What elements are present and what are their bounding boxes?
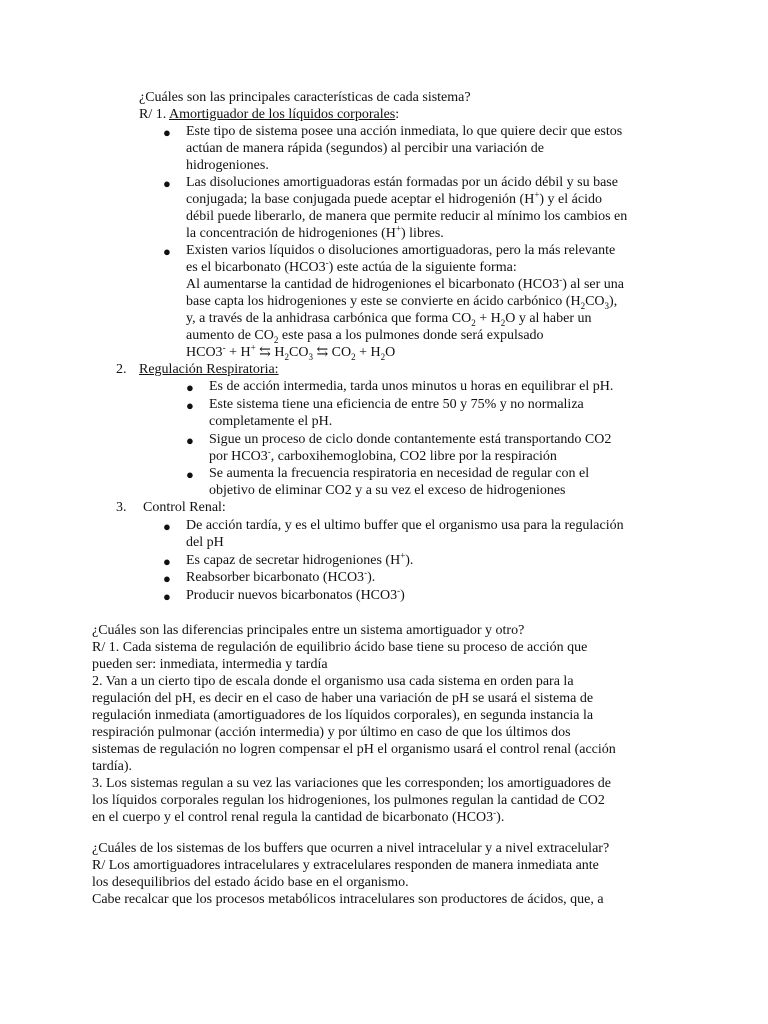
list-number: 2.: [116, 362, 127, 377]
bullet-icon: ●: [163, 125, 171, 140]
list-item: De acción tardía, y es el ultimo buffer que el organismo usa para la regulación del pH: [186, 518, 624, 550]
system-3-title: Control Renal:: [143, 500, 226, 515]
answer-2: R/ 1. Cada sistema de regulación de equilibrio ácido base tiene su proceso de acción que pueden ser: inmediata, intermedia y tardía 2. Van a un cierto tipo de escala donde el organismo usa cada sistema en orden para la regulación del pH, es decir en el caso de haber una variación de pH se usará el sistema de regulación inmediata (amortiguadores de los líquidos corporales), en segunda instancia la respiración pulmonar (acción intermedia) y por último en caso de que los últimos dos sistemas de regulación no logren compensar el pH el organismo usará el control renal (acción tardía). 3. Los sistemas regulan a su vez las variaciones que les corresponden; los amortiguadores de los líquidos corporales regulan los hidrogeniones, los pulmones regulan la cantidad de CO2 en el cuerpo y el control renal regula la cantidad de bicarbonato (HCO3-).: [92, 640, 616, 825]
bullet-icon: ●: [163, 244, 171, 259]
list-item: Existen varios líquidos o disoluciones amortiguadoras, pero la más relevante es el bicarbonato (HCO3-) este actúa de la siguiente forma: Al aumentarse la cantidad de hidrogeniones el bicarbonato (HCO3-) al ser una base capta los hidrogeniones y este se convierte en ácido carbónico $(H_2CO_3)$, y, a través de la anhidrasa carbónica que forma $CO_2 + H_2O$ y al haber un aumento de $CO_2$ este pasa a los pulmones donde será expulsado HCO3- + H+ ⇆ $H_2CO_3$ ⇆ $CO_2 + H_2O$: [186, 243, 625, 362]
list-item: Se aumenta la frecuencia respiratoria en necesidad de regular con el objetivo de eliminar CO2 y a su vez el exceso de hidrogeniones: [209, 466, 590, 498]
answer-3: R/ Los amortiguadores intracelulares y extracelulares responden de manera inmediata ante los desequilibrios del estado ácido base en el organismo. Cabe recalcar que los procesos metabólicos intracelulares son productores de ácidos, que, a: [92, 858, 604, 907]
list-item: Las disoluciones amortiguadoras están formadas por un ácido débil y su base conjugada; la base conjugada puede aceptar el hidrogenión (H+) y el ácido débil puede liberarlo, de manera que permite reducir al mínimo los cambios en la concentración de hidrogeniones (H+) libres.: [186, 175, 628, 241]
bullet-icon: ●: [163, 589, 171, 604]
list-item: Es de acción intermedia, tarda unos minutos u horas en equilibrar el pH.: [209, 379, 614, 394]
list-item: Este tipo de sistema posee una acción inmediata, lo que quiere decir que estos actúan de manera rápida (segundos) al percibir una variación de hidrogeniones.: [186, 124, 623, 173]
bullet-icon: ●: [163, 571, 171, 586]
equation: HCO3- + H+ ⇆ $H_2CO_3$ ⇆ $CO_2 + H_2O$: [186, 342, 396, 362]
bullet-icon: ●: [186, 398, 194, 413]
system-2-title: Regulación Respiratoria:: [139, 362, 279, 377]
list-item: Reabsorber bicarbonato (HCO3-).: [186, 567, 376, 585]
list-item: Sigue un proceso de ciclo donde contantemente está transportando CO2 por HCO3-, carboxihemoglobina, CO2 libre por la respiración: [209, 432, 612, 464]
list-number: 3.: [116, 500, 127, 515]
list-item: Es capaz de secretar hidrogeniones (H+).: [186, 550, 414, 568]
bullet-icon: ●: [186, 380, 194, 395]
list-item: Este sistema tiene una eficiencia de entre 50 y 75% y no normaliza completamente el pH.: [209, 397, 584, 429]
bullet-icon: ●: [163, 519, 171, 534]
bullet-icon: ●: [186, 467, 194, 482]
bullet-icon: ●: [163, 554, 171, 569]
answer-1-item-1: R/ 1. Amortiguador de los líquidos corporales:: [139, 107, 400, 122]
question-2: ¿Cuáles son las diferencias principales entre un sistema amortiguador y otro?: [92, 623, 525, 638]
question-3: ¿Cuáles de los sistemas de los buffers que ocurren a nivel intracelular y a nivel extracelular?: [92, 841, 610, 856]
list-item: Producir nuevos bicarbonatos (HCO3-): [186, 585, 405, 603]
question-1: ¿Cuáles son las principales características de cada sistema?: [139, 90, 471, 105]
bullet-icon: ●: [163, 176, 171, 191]
system-1-title: Amortiguador de los líquidos corporales: [168, 107, 396, 122]
bullet-icon: ●: [186, 433, 194, 448]
